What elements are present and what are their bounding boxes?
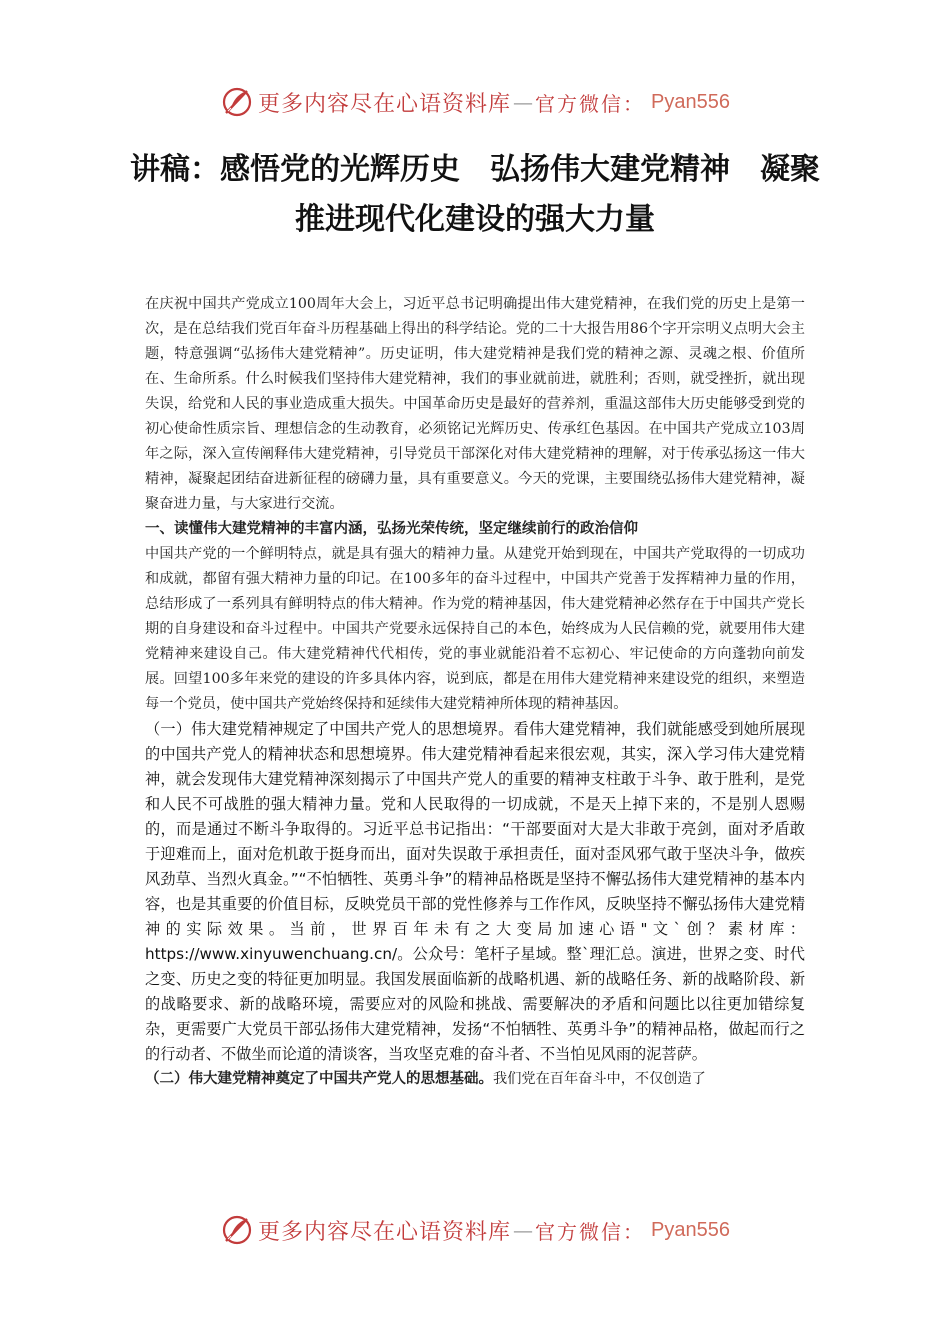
writing-feather-logo-icon — [220, 1213, 254, 1247]
title-line-2: 推进现代化建设的强大力量 — [295, 202, 655, 237]
subsection-2-lead: （二）伟大建党精神奠定了中国共产党人的思想基础。 — [145, 1071, 493, 1087]
header-banner[interactable] — [0, 82, 950, 122]
footer-banner[interactable] — [0, 1210, 950, 1250]
title-line-1: 讲稿：感悟党的光辉历史 弘扬伟大建党精神 凝聚 — [130, 152, 820, 187]
subsection-2-paragraph — [145, 1067, 805, 1092]
banner-text: 更多内容尽在心语资料库 — [258, 1219, 512, 1245]
subsection-1-paragraph: （一）伟大建党精神规定了中国共产党人的思想境界。看伟大建党精神，我们就能感受到她所展现的中国共产党人的精神状态和思想境界。伟大建党精神看起来很宏观，其实，深入学习伟大建党精神，就会发现伟大建党精神深刻揭示了中国共产党人的重要的精神支柱敢于斗争、敢于胜利，是党和人民不可战胜的强大精神力量。党和人民取得的一切成就，不是天上掉下来的，不是别人恩赐的，而是通过不断斗争取得的。习近平总书记指出：“干部要面对大是大非敢于亮剑，面对矛盾敢于迎难而上，面对危机敢于挺身而出，面对失误敢于承担责任，面对歪风邪气敢于坚决斗争，做疾风劲草、当烈火真金。”“不怕牺牲、英勇斗争”的精神品格既是坚持不懈弘扬伟大建党精神的基本内容，也是其重要的价值目标，反映党员干部的党性修养与工作作风，反映坚持不懈弘扬伟大建党精神的实际效果。当前，世界百年未有之大变局加速心语"文`创？素材库：https://www.xinyuwenchuang.cn/。公众号：笔杆子星域。整`理汇总。演进，世界之变、时代之变、历史之变的特征更加明显。我国发展面临新的战略机遇、新的战略任务、新的战略阶段、新的战略要求、新的战略环境，需要应对的风险和挑战、需要解决的矛盾和问题比以往更加错综复杂，更需要广大党员干部弘扬伟大建党精神，发扬“不怕牺牲、英勇斗争”的精神品格，做起而行之的行动者、不做坐而论道的清谈客，当攻坚克难的奋斗者、不当怕见风雨的泥菩萨。 — [145, 720, 805, 1063]
subsection-2-text: 我们党在百年奋斗中，不仅创造了 — [493, 1071, 706, 1087]
banner-separator: — — [513, 90, 534, 114]
section-1-paragraph: 中国共产党的一个鲜明特点，就是具有强大的精神力量。从建党开始到现在，中国共产党取得的一切成功和成就，都留有强大精神力量的印记。在100多年的奋斗过程中，中国共产党善于发挥精神力量的作用，总结形成了一系列具有鲜明特点的伟大精神。作为党的精神基因，伟大建党精神必然存在于中国共产党长期的自身建设和奋斗过程中。中国共产党要永远保持自己的本色，始终成为人民信赖的党，就要用伟大建党精神来建设自己。伟大建党精神代代相传，党的事业就能沿着不忘初心、牢记使命的方向蓬勃向前发展。回望100多年来党的建设的许多具体内容，说到底，都是在用伟大建党精神来建设党的组织，来塑造每一个党员，使中国共产党始终保持和延续伟大建党精神所体现的精神基因。 — [145, 546, 805, 712]
banner-wechat-label: 官方微信： — [535, 1219, 646, 1244]
banner-wechat-label: 官方微信： — [535, 91, 646, 116]
section-heading-1: 一、读懂伟大建党精神的丰富内涵，弘扬光荣传统，坚定继续前行的政治信仰 — [145, 521, 638, 537]
document-title — [120, 145, 830, 245]
document-body — [145, 292, 805, 1092]
banner-wechat-id: Pyan556 — [651, 90, 730, 113]
intro-paragraph: 在庆祝中国共产党成立100周年大会上，习近平总书记明确提出伟大建党精神，在我们党的历史上是第一次，是在总结我们党百年奋斗历程基础上得出的科学结论。党的二十大报告用86个字开宗明义点明大会主题，特意强调“弘扬伟大建党精神”。历史证明，伟大建党精神是我们党的精神之源、灵魂之根、价值所在、生命所系。什么时候我们坚持伟大建党精神，我们的事业就前进，就胜利；否则，就受挫折，就出现失误，给党和人民的事业造成重大损失。中国革命历史是最好的营养剂，重温这部伟大历史能够受到党的初心使命性质宗旨、理想信念的生动教育，必须铭记光辉历史、传承红色基因。在中国共产党成立103周年之际，深入宣传阐释伟大建党精神，引导党员干部深化对伟大建党精神的理解，对于传承弘扬这一伟大精神，凝聚起团结奋进新征程的磅礴力量，具有重要意义。今天的党课，主要围绕弘扬伟大建党精神，凝聚奋进力量，与大家进行交流。 — [145, 296, 805, 512]
banner-separator: — — [513, 1218, 534, 1242]
writing-feather-logo-icon — [220, 85, 254, 119]
banner-text: 更多内容尽在心语资料库 — [258, 91, 512, 117]
banner-wechat-id: Pyan556 — [651, 1218, 730, 1241]
